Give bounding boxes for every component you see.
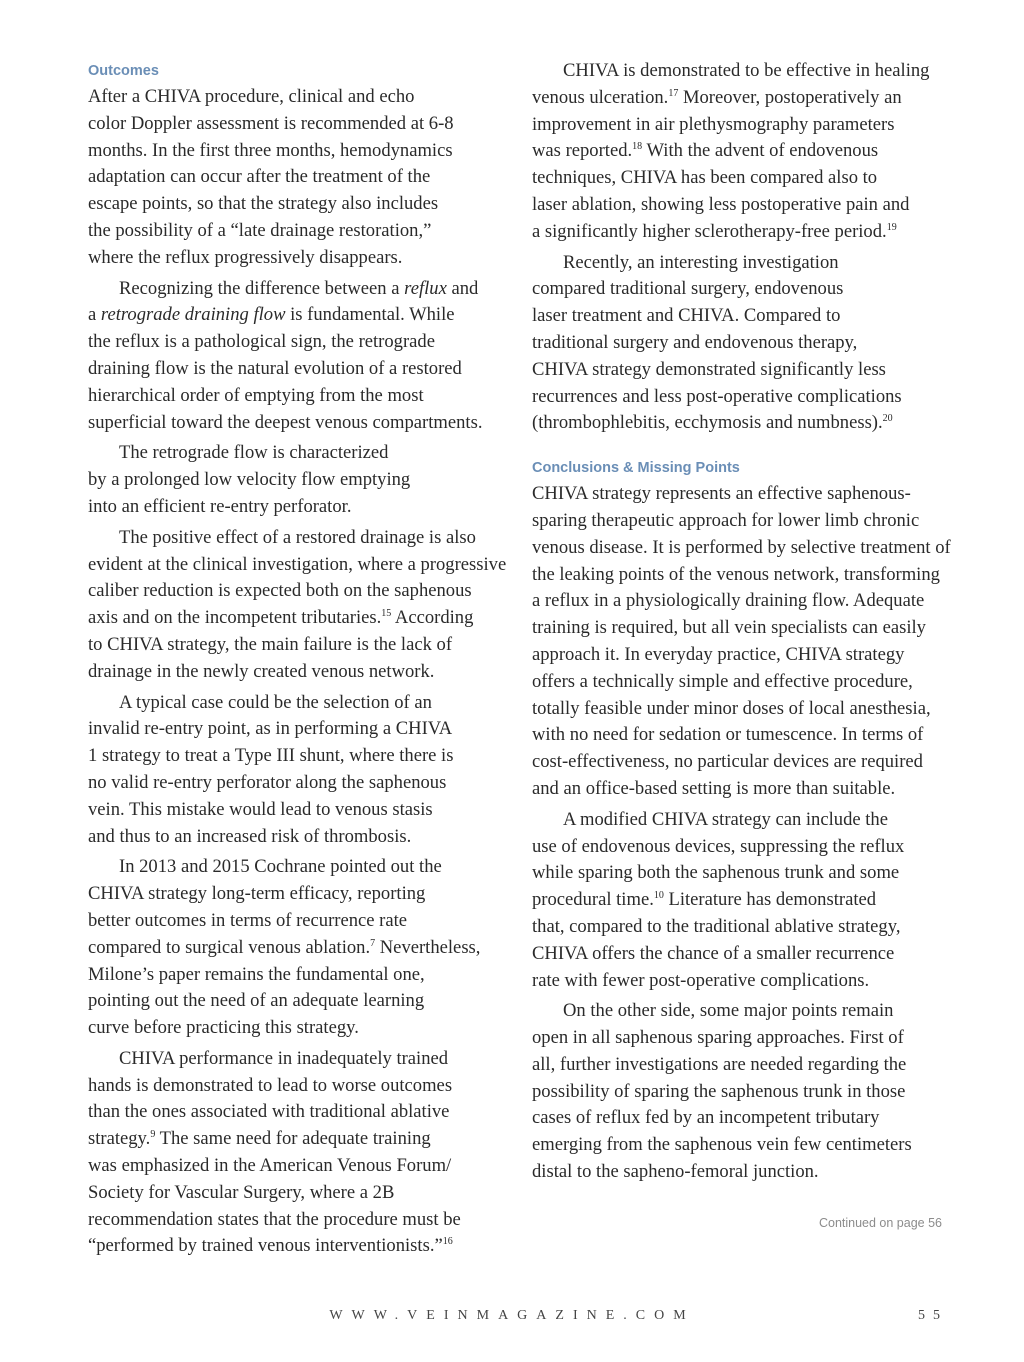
text-span: procedural time.: [532, 889, 654, 911]
text-line: adaptation can occur after the treatment of the: [88, 166, 431, 188]
text-line: than the ones associated with traditional ablative: [88, 1101, 450, 1123]
text-span: axis and on the incompetent tributaries.: [88, 607, 382, 629]
text-span: a: [88, 304, 101, 326]
text-line: hands is demonstrated to lead to worse outcomes: [88, 1074, 453, 1096]
text-line: was emphasized in the American Venous Forum/: [88, 1155, 452, 1177]
text-line: compared traditional surgery, endovenous: [532, 278, 844, 300]
text-line: In 2013 and 2015 Cochrane pointed out the: [119, 856, 442, 878]
text-line: escape points, so that the strategy also includes: [88, 193, 439, 215]
text-line: [532, 887, 952, 914]
text-line: all, further investigations are needed regarding the: [532, 1053, 907, 1075]
paragraph: [88, 525, 506, 686]
text-line: and an office-based setting is more than suitable.: [532, 777, 896, 799]
paragraph: [88, 440, 506, 520]
text-line: cases of reflux fed by an incompetent tributary: [532, 1107, 880, 1129]
text-line: the leaking points of the venous network, transforming: [532, 563, 940, 585]
text-line: CHIVA offers the chance of a smaller recurrence: [532, 942, 895, 964]
text-line: CHIVA strategy represents an effective saphenous-: [532, 483, 911, 505]
text-span: Literature has demonstrated: [663, 889, 877, 911]
conclusions-heading: Conclusions & Missing Points: [532, 460, 740, 477]
text-line: better outcomes in terms of recurrence rate: [88, 909, 408, 931]
text-line: offers a technically simple and effective procedure,: [532, 670, 913, 692]
text-line: into an efficient re-entry perforator.: [88, 495, 352, 517]
text-span: (thrombophlebitis, ecchymosis and numbness).: [532, 412, 883, 434]
text-line: laser ablation, showing less postoperative pain and: [532, 193, 910, 215]
text-line: traditional surgery and endovenous therapy,: [532, 331, 858, 353]
text-line: [88, 1126, 506, 1153]
outcomes-heading: Outcomes: [88, 63, 159, 79]
text-line: no valid re-entry perforator along the saphenous: [88, 771, 447, 793]
text-line: A modified CHIVA strategy can include the: [563, 808, 888, 830]
text-line: cost-effectiveness, no particular devices are required: [532, 751, 923, 773]
text-line: superficial toward the deepest venous compartments.: [88, 411, 483, 433]
text-span: “performed by trained venous interventionists.”: [88, 1235, 443, 1257]
italic-term: retrograde draining flow: [100, 304, 286, 326]
text-line: CHIVA strategy demonstrated significantly less: [532, 358, 886, 380]
text-line: drainage in the newly created venous network.: [88, 660, 435, 682]
text-line: techniques, CHIVA has been compared also to: [532, 167, 878, 189]
continued-on-note: Continued on page 56: [818, 1216, 942, 1230]
left-column: [88, 58, 506, 1260]
text-span: strategy.: [88, 1128, 151, 1150]
text-span: Nevertheless,: [375, 936, 481, 958]
text-line: invalid re-entry point, as in performing a CHIVA: [88, 718, 453, 740]
text-line: use of endovenous devices, suppressing the reflux: [532, 835, 905, 857]
text-line: open in all saphenous sparing approaches. First of: [532, 1027, 904, 1049]
text-line: where the reflux progressively disappears.: [88, 246, 403, 268]
paragraph: [532, 807, 952, 995]
text-line: [88, 935, 506, 962]
text-line: approach it. In everyday practice, CHIVA strategy: [532, 643, 905, 665]
text-line: emerging from the saphenous vein few centimeters: [532, 1134, 912, 1156]
right-column: [532, 58, 952, 1186]
text-line: After a CHIVA procedure, clinical and echo: [88, 86, 415, 107]
text-line: Society for Vascular Surgery, where a 2B: [88, 1181, 395, 1203]
text-line: [532, 85, 952, 112]
text-span: According: [391, 607, 474, 629]
text-line: Recently, an interesting investigation: [563, 251, 839, 273]
text-span: venous ulceration.: [532, 86, 669, 108]
citation-ref: 7: [370, 937, 376, 949]
text-line: sparing therapeutic approach for lower limb chronic: [532, 509, 920, 531]
text-line: training is required, but all vein specialists can easily: [532, 617, 926, 639]
text-span: The same need for adequate training: [155, 1128, 431, 1150]
footer-website-url: WWW.VEINMAGAZINE.COM: [329, 1308, 695, 1323]
paragraph: [88, 276, 506, 437]
paragraph: [88, 690, 506, 851]
text-line: recommendation states that the procedure must be: [88, 1208, 461, 1230]
citation-ref: 20: [882, 413, 893, 425]
text-line: to CHIVA strategy, the main failure is the lack of: [88, 633, 453, 655]
text-line: draining flow is the natural evolution of a restored: [88, 357, 462, 379]
citation-ref: 16: [442, 1236, 453, 1248]
paragraph: [88, 84, 506, 272]
text-line: laser treatment and CHIVA. Compared to: [532, 305, 841, 327]
paragraph: [532, 250, 952, 438]
text-span: compared to surgical venous ablation.: [88, 936, 371, 958]
text-line: evident at the clinical investigation, where a progressive: [88, 553, 507, 575]
citation-ref: 10: [653, 889, 664, 901]
text-line: [532, 138, 952, 165]
text-line: while sparing both the saphenous trunk and some: [532, 862, 900, 884]
text-line: [88, 1233, 506, 1260]
text-line: color Doppler assessment is recommended at 6-8: [88, 112, 454, 134]
text-span: Moreover, postoperatively an: [678, 86, 902, 108]
citation-ref: 15: [381, 607, 392, 619]
text-line: [88, 302, 506, 329]
text-line: the reflux is a pathological sign, the retrograde: [88, 331, 435, 353]
text-line: 1 strategy to treat a Type III shunt, where there is: [88, 745, 454, 767]
citation-ref: 9: [150, 1129, 156, 1141]
text-line: possibility of sparing the saphenous trunk in those: [532, 1080, 906, 1102]
text-line: Milone’s paper remains the fundamental one,: [88, 963, 425, 985]
text-line: CHIVA is demonstrated to be effective in healing: [563, 60, 930, 81]
text-span: Recognizing the difference between a: [119, 277, 405, 299]
text-line: A typical case could be the selection of an: [119, 691, 432, 713]
page-number: 55: [918, 1308, 948, 1323]
text-line: CHIVA performance in inadequately trained: [119, 1047, 449, 1069]
text-line: caliber reduction is expected both on the saphenous: [88, 580, 472, 602]
text-line: The retrograde flow is characterized: [119, 442, 389, 464]
text-line: by a prolonged low velocity flow emptying: [88, 469, 411, 491]
text-line: months. In the first three months, hemodynamics: [88, 139, 453, 161]
paragraph: [88, 854, 506, 1042]
text-line: totally feasible under minor doses of local anesthesia,: [532, 697, 931, 719]
text-line: and thus to an increased risk of thrombosis.: [88, 825, 412, 847]
text-span: is fundamental. While: [285, 304, 455, 326]
text-line: [532, 219, 952, 246]
citation-ref: 17: [668, 87, 679, 99]
text-line: The positive effect of a restored drainage is also: [119, 526, 476, 548]
citation-ref: 19: [886, 221, 897, 233]
text-line: [88, 276, 506, 303]
text-span: was reported.: [532, 140, 633, 162]
text-span: and: [446, 277, 479, 299]
text-line: that, compared to the traditional ablative strategy,: [532, 915, 901, 937]
text-line: [88, 605, 506, 632]
text-line: [532, 410, 952, 437]
text-line: On the other side, some major points remain: [563, 1000, 894, 1022]
text-line: CHIVA strategy long-term efficacy, reporting: [88, 883, 426, 905]
text-line: the possibility of a “late drainage restoration,”: [88, 219, 432, 241]
text-line: venous disease. It is performed by selective treatment of: [532, 536, 951, 558]
text-line: improvement in air plethysmography parameters: [532, 113, 895, 135]
text-line: hierarchical order of emptying from the most: [88, 384, 424, 406]
paragraph: [88, 1046, 506, 1260]
italic-term: reflux: [404, 277, 447, 299]
text-line: vein. This mistake would lead to venous stasis: [88, 798, 433, 820]
paragraph: [532, 481, 952, 803]
text-line: a reflux in a physiologically draining flow. Adequate: [532, 590, 925, 612]
text-line: pointing out the need of an adequate learning: [88, 990, 425, 1012]
paragraph: [532, 998, 952, 1186]
text-line: distal to the sapheno-femoral junction.: [532, 1161, 819, 1183]
paragraph: [532, 58, 952, 246]
text-line: with no need for sedation or tumescence. In terms of: [532, 724, 924, 746]
text-line: recurrences and less post-operative complications: [532, 385, 902, 407]
citation-ref: 18: [632, 141, 643, 153]
text-line: rate with fewer post-operative complications.: [532, 969, 870, 991]
text-line: curve before practicing this strategy.: [88, 1017, 359, 1039]
text-span: a significantly higher sclerotherapy-free period.: [532, 220, 887, 242]
text-span: With the advent of endovenous: [642, 140, 879, 162]
